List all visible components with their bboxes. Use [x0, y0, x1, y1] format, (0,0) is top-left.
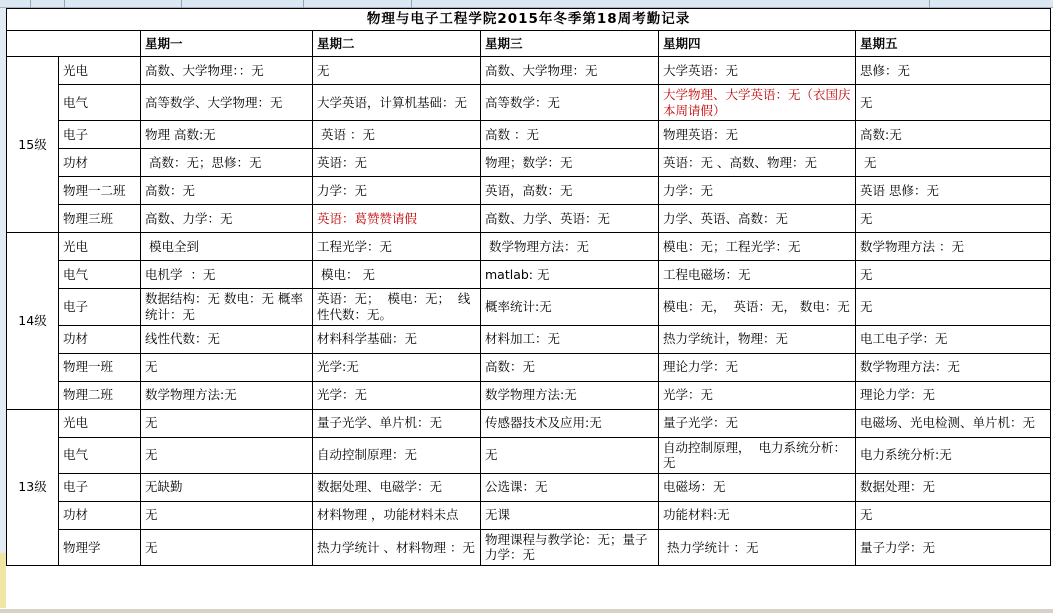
attendance-cell[interactable]: 自动控制原理， 电力系统分析：无 [659, 437, 856, 473]
header-empty-cell [7, 31, 141, 57]
attendance-cell[interactable]: 数据处理：无 [856, 473, 1051, 501]
attendance-cell[interactable]: 思修：无 [856, 57, 1051, 85]
attendance-cell[interactable]: 无 [141, 437, 313, 473]
class-label[interactable]: 功材 [59, 501, 141, 529]
class-label[interactable]: 物理一班 [59, 353, 141, 381]
attendance-cell[interactable]: 高数、大学物理：无 [481, 57, 659, 85]
attendance-cell[interactable]: 英语：葛赞赞请假 [313, 205, 481, 233]
attendance-cell[interactable]: 无 [856, 289, 1051, 325]
class-label[interactable]: 电气 [59, 85, 141, 121]
attendance-cell[interactable]: 数据结构：无 数电：无 概率统计：无 [141, 289, 313, 325]
table-header-row [7, 31, 1051, 57]
attendance-cell[interactable]: 高数：无 [141, 177, 313, 205]
attendance-cell[interactable]: 无 [856, 85, 1051, 121]
header-thursday[interactable]: 星期四 [659, 31, 856, 57]
attendance-cell[interactable]: 数学物理方法：无 [856, 353, 1051, 381]
header-friday[interactable]: 星期五 [856, 31, 1051, 57]
attendance-cell[interactable]: 高数 ：无 [481, 121, 659, 149]
attendance-cell[interactable]: 电工电子学：无 [856, 325, 1051, 353]
attendance-cell[interactable]: 量子光学：无 [659, 409, 856, 437]
attendance-cell[interactable]: 电力系统分析:无 [856, 437, 1051, 473]
attendance-cell[interactable]: 热力学统计，物理：无 [659, 325, 856, 353]
attendance-cell[interactable]: 热力学统计 、材料物理 ：无 [313, 529, 481, 565]
attendance-cell[interactable]: 物理英语：无 [659, 121, 856, 149]
attendance-cell[interactable]: 大学英语，计算机基础：无 [313, 85, 481, 121]
spreadsheet-bottom-fragment [0, 609, 1053, 613]
attendance-cell[interactable]: 高数：无 [481, 353, 659, 381]
attendance-cell[interactable]: 量子力学：无 [856, 529, 1051, 565]
spreadsheet-row-fragment [0, 0, 1053, 8]
class-label[interactable]: 电子 [59, 121, 141, 149]
table-row [7, 57, 1051, 85]
attendance-cell[interactable]: 材料物理 ，功能材料未点 [313, 501, 481, 529]
attendance-cell[interactable]: 自动控制原理：无 [313, 437, 481, 473]
attendance-cell[interactable]: 概率统计:无 [481, 289, 659, 325]
table-row [7, 233, 1051, 261]
class-label[interactable]: 光电 [59, 409, 141, 437]
attendance-cell[interactable]: 物理；数学：无 [481, 149, 659, 177]
table-row [7, 353, 1051, 381]
attendance-cell[interactable]: 无 [141, 501, 313, 529]
attendance-cell[interactable]: 大学物理、大学英语：无（衣国庆本周请假） [659, 85, 856, 121]
class-label[interactable]: 电子 [59, 289, 141, 325]
attendance-cell[interactable]: 理论力学：无 [659, 353, 856, 381]
class-label[interactable]: 物理学 [59, 529, 141, 565]
class-label[interactable]: 电气 [59, 437, 141, 473]
grid-line [64, 0, 65, 8]
header-monday[interactable]: 星期一 [141, 31, 313, 57]
attendance-cell[interactable]: 高等数学：无 [481, 85, 659, 121]
attendance-cell[interactable]: 物理课程与教学论：无；量子力学：无 [481, 529, 659, 565]
attendance-cell[interactable]: 模电：无， 英语：无， 数电：无 [659, 289, 856, 325]
attendance-cell[interactable]: 高数、大学物理：：无 [141, 57, 313, 85]
class-label[interactable]: 电子 [59, 473, 141, 501]
grid-line [303, 0, 304, 8]
table-row [7, 289, 1051, 325]
attendance-cell[interactable]: 高数、力学、英语：无 [481, 205, 659, 233]
attendance-cell[interactable]: 数学物理方法:无 [141, 381, 313, 409]
attendance-cell[interactable]: 量子光学、单片机：无 [313, 409, 481, 437]
table-row [7, 473, 1051, 501]
class-label[interactable]: 物理二班 [59, 381, 141, 409]
attendance-cell[interactable]: 英语 ：无 [313, 121, 481, 149]
attendance-cell[interactable]: 线性代数：无 [141, 325, 313, 353]
attendance-cell[interactable]: 模电全到 [141, 233, 313, 261]
attendance-cell[interactable]: 电机学 ：无 [141, 261, 313, 289]
grid-line [929, 0, 930, 8]
table-row [7, 437, 1051, 473]
attendance-cell[interactable]: 无 [856, 501, 1051, 529]
attendance-cell[interactable]: 光学：无 [659, 381, 856, 409]
class-label[interactable]: 功材 [59, 325, 141, 353]
grade-group-label[interactable]: 15级 [7, 57, 59, 233]
attendance-cell[interactable]: 力学：无 [659, 177, 856, 205]
attendance-cell[interactable]: 高等数学、大学物理：无 [141, 85, 313, 121]
attendance-cell[interactable]: 工程光学：无 [313, 233, 481, 261]
class-label[interactable]: 物理三班 [59, 205, 141, 233]
attendance-cell[interactable]: 高数:无 [856, 121, 1051, 149]
attendance-cell[interactable]: 无 [141, 353, 313, 381]
attendance-cell[interactable]: matlab: 无 [481, 261, 659, 289]
attendance-cell[interactable]: 力学：无 [313, 177, 481, 205]
attendance-cell[interactable]: 无 [141, 529, 313, 565]
attendance-cell[interactable]: 高数、力学：无 [141, 205, 313, 233]
attendance-cell[interactable]: 无 [856, 149, 1051, 177]
attendance-cell[interactable]: 数学物理方法:无 [481, 381, 659, 409]
attendance-cell[interactable]: 理论力学：无 [856, 381, 1051, 409]
attendance-cell[interactable]: 数学物理方法 ：无 [856, 233, 1051, 261]
table-row [7, 501, 1051, 529]
grid-line [411, 0, 412, 8]
attendance-cell[interactable]: 光学：无 [313, 381, 481, 409]
table-row [7, 149, 1051, 177]
attendance-cell[interactable]: 材料科学基础：无 [313, 325, 481, 353]
header-wednesday[interactable]: 星期三 [481, 31, 659, 57]
grid-line [30, 0, 31, 8]
grid-line [181, 0, 182, 8]
attendance-cell[interactable]: 大学英语：无 [659, 57, 856, 85]
attendance-cell[interactable]: 公选课：无 [481, 473, 659, 501]
table-title-row [7, 9, 1051, 31]
attendance-cell[interactable]: 无 [481, 437, 659, 473]
attendance-table-body [7, 57, 1051, 566]
attendance-cell[interactable]: 数学物理方法：无 [481, 233, 659, 261]
attendance-cell[interactable]: 无缺勤 [141, 473, 313, 501]
grade-group-label[interactable]: 13级 [7, 409, 59, 566]
page-title: 物理与电子工程学院2015年冬季第18周考勤记录 [7, 9, 1051, 31]
attendance-cell[interactable]: 物理 高数:无 [141, 121, 313, 149]
attendance-cell[interactable]: 无 [313, 57, 481, 85]
attendance-cell[interactable]: 无 [856, 261, 1051, 289]
attendance-cell[interactable]: 热力学统计 ：无 [659, 529, 856, 565]
attendance-cell[interactable]: 英语：无 、高数、物理：无 [659, 149, 856, 177]
attendance-cell[interactable]: 英语，高数：无 [481, 177, 659, 205]
attendance-cell[interactable]: 功能材料:无 [659, 501, 856, 529]
attendance-cell[interactable]: 英语 思修：无 [856, 177, 1051, 205]
attendance-cell[interactable]: 模电： 无 [313, 261, 481, 289]
attendance-cell[interactable]: 光学:无 [313, 353, 481, 381]
class-label[interactable]: 电气 [59, 261, 141, 289]
grade-group-label[interactable]: 14级 [7, 233, 59, 409]
class-label[interactable]: 光电 [59, 57, 141, 85]
table-row [7, 261, 1051, 289]
attendance-cell[interactable]: 无课 [481, 501, 659, 529]
table-row [7, 177, 1051, 205]
attendance-cell[interactable]: 高数：无；思修：无 [141, 149, 313, 177]
attendance-cell[interactable]: 材料加工：无 [481, 325, 659, 353]
attendance-cell[interactable]: 数据处理、电磁学：无 [313, 473, 481, 501]
table-row [7, 409, 1051, 437]
attendance-cell[interactable]: 力学、英语、高数：无 [659, 205, 856, 233]
table-row [7, 121, 1051, 149]
attendance-cell[interactable]: 电磁场、光电检测、单片机：无 [856, 409, 1051, 437]
table-row [7, 529, 1051, 565]
attendance-table [6, 8, 1051, 566]
attendance-cell[interactable]: 无 [856, 205, 1051, 233]
table-row [7, 381, 1051, 409]
class-label[interactable]: 物理一二班 [59, 177, 141, 205]
table-row [7, 205, 1051, 233]
table-row [7, 325, 1051, 353]
attendance-cell[interactable]: 工程电磁场：无 [659, 261, 856, 289]
attendance-cell[interactable]: 无 [141, 409, 313, 437]
class-label[interactable]: 功材 [59, 149, 141, 177]
header-tuesday[interactable]: 星期二 [313, 31, 481, 57]
attendance-cell[interactable]: 传感器技术及应用:无 [481, 409, 659, 437]
class-label[interactable]: 光电 [59, 233, 141, 261]
attendance-cell[interactable]: 电磁场：无 [659, 473, 856, 501]
attendance-cell[interactable]: 英语：无 [313, 149, 481, 177]
table-row [7, 85, 1051, 121]
attendance-cell[interactable]: 英语：无； 模电：无； 线性代数：无。 [313, 289, 481, 325]
attendance-cell[interactable]: 模电：无；工程光学：无 [659, 233, 856, 261]
